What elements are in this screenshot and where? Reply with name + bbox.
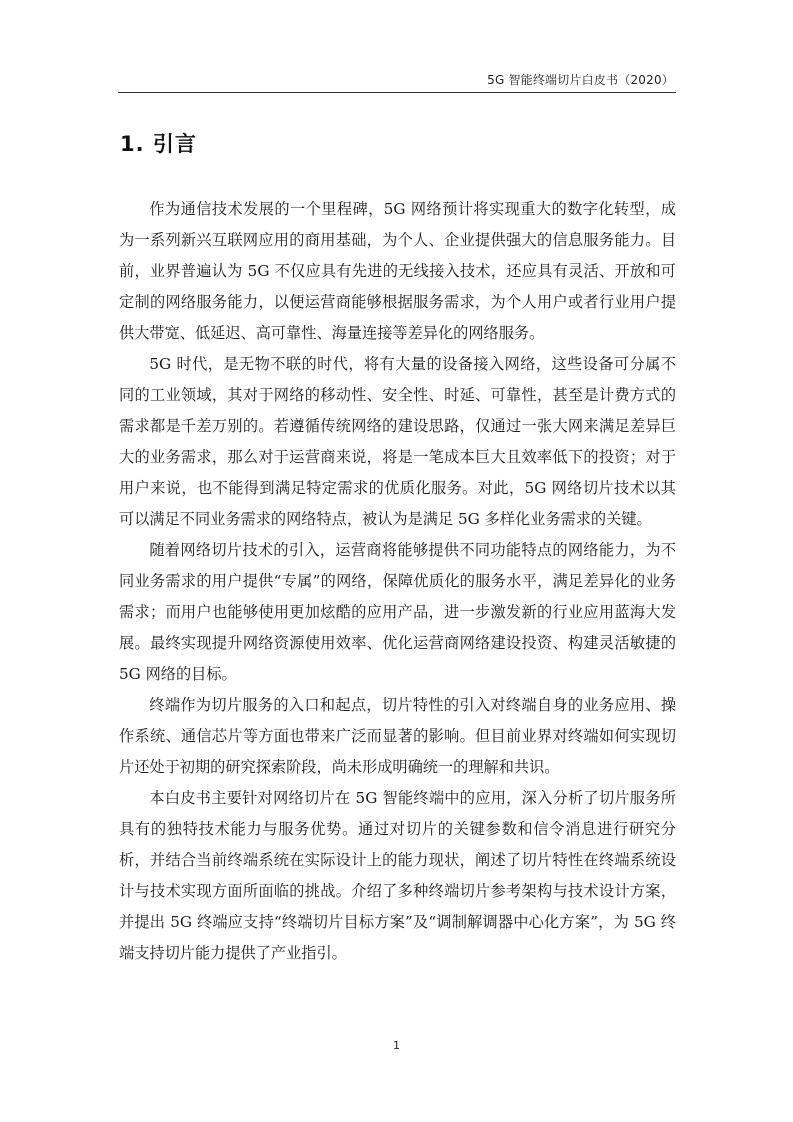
paragraph-5: 本白皮书主要针对网络切片在 5G 智能终端中的应用，深入分析了切片服务所具有的独特技术能力与服务优势。通过对切片的关键参数和信令消息进行研究分析，并结合当前终端系统在实际设计上的能力现状，阐述了切片特性在终端系统设计与技术实现方面所面临的挑战。介绍了多种终端切片参考架构与技术设计方案，并提出 5G 终端应支持“终端切片目标方案”及“调制解调器中心化方案”，为 5G 终端支持切片能力提供了产业指引。 [119,789,676,962]
section-title: 1. 引言 [120,132,197,156]
header-divider [118,92,676,93]
body-text [119,194,676,969]
page-number: 1 [393,1039,400,1052]
paragraph-2: 5G 时代，是无物不联的时代，将有大量的设备接入网络，这些设备可分属不同的工业领域，其对于网络的移动性、安全性、时延、可靠性，甚至是计费方式的需求都是千差万别的。若遵循传统网络的建设思路，仅通过一张大网来满足差异巨大的业务需求，那么对于运营商来说，将是一笔成本巨大且效率低下的投资；对于用户来说，也不能得到满足特定需求的优质化服务。对此，5G 网络切片技术以其可以满足不同业务需求的网络特点，被认为是满足 5G 多样化业务需求的关键。 [119,355,676,528]
paragraph-4: 终端作为切片服务的入口和起点，切片特性的引入对终端自身的业务应用、操作系统、通信芯片等方面也带来广泛而显著的影响。但目前业界对终端如何实现切片还处于初期的研究探索阶段，尚未形成明确统一的理解和共识。 [119,696,676,776]
paragraph-3: 随着网络切片技术的引入，运营商将能够提供不同功能特点的网络能力，为不同业务需求的用户提供“专属”的网络，保障优质化的服务水平，满足差异化的业务需求；而用户也能够使用更加炫酷的应用产品，进一步激发新的行业应用蓝海大发展。最终实现提升网络资源使用效率、优化运营商网络建设投资、构建灵活敏捷的 5G 网络的目标。 [119,541,676,683]
running-header: 5G 智能终端切片白皮书（2020） [487,73,674,87]
paragraph-1: 作为通信技术发展的一个里程碑，5G 网络预计将实现重大的数字化转型，成为一系列新兴互联网应用的商用基础，为个人、企业提供强大的信息服务能力。目前，业界普遍认为 5G 不仅应具有先进的无线接入技术，还应具有灵活、开放和可定制的网络服务能力，以便运营商能够根据服务需求，为个人用户或者行业用户提供大带宽、低延迟、高可靠性、海量连接等差异化的网络服务。 [119,200,676,342]
